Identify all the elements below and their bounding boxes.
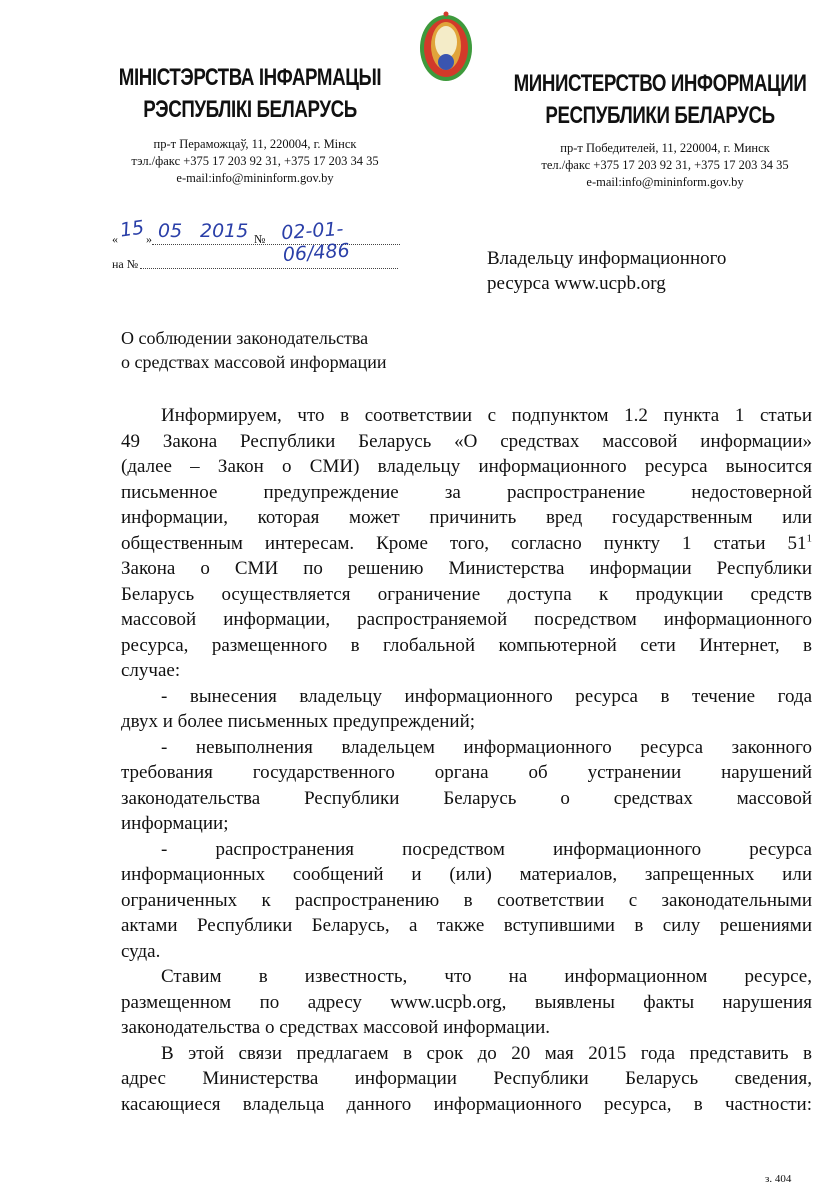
handwritten-number: 02-01-06/486 [280, 217, 351, 267]
body-line [121, 709, 812, 735]
body-line-text: законодательства о средствах массовой информации. [121, 1017, 551, 1038]
body-line [121, 403, 812, 429]
body-line [121, 633, 812, 659]
body-line [121, 531, 812, 557]
body-line [121, 1015, 812, 1041]
body-line [121, 556, 812, 582]
body-line [121, 837, 812, 863]
coat-of-arms-emblem [418, 8, 474, 84]
body-line-text: информации, которая может причинить вред государственным или [121, 507, 812, 528]
ministry-title-ru [504, 68, 816, 132]
body-line [121, 1092, 812, 1118]
body-line [121, 990, 812, 1016]
body-line [121, 658, 812, 684]
body-line [121, 735, 812, 761]
body-line-text: суда. [121, 940, 161, 962]
email: e-mail:info@mininform.gov.by [176, 171, 334, 185]
body-line-text: касающиеся владельца данного информационного ресурса, в частности: [121, 1093, 812, 1115]
body-line-text: 49 Закона Республики Беларусь «О средствах массовой информации» [121, 430, 812, 452]
addressee-line: Владельцу информационного [487, 248, 727, 269]
body-line-text: Ставим в известность, что на информационном ресурсе, [161, 966, 812, 987]
ministry-title-by [102, 62, 398, 126]
body-line-text: - вынесения владельцу информационного ресурса в течение года [161, 685, 812, 707]
subject-line: о средствах массовой информации [121, 352, 387, 372]
address: пр-т Пераможцаў, 11, 220004, г. Мінск [153, 137, 357, 151]
body-line [121, 454, 812, 480]
body-line-text: Закона о СМИ по решению Министерства информации Республики [121, 558, 812, 579]
reply-reference [112, 257, 138, 272]
title-line: МИНИСТЕРСТВО ИНФОРМАЦИИ [513, 70, 807, 97]
body-line [121, 1041, 812, 1067]
body-line [121, 607, 812, 633]
addressee-line: ресурса www.ucpb.org [487, 273, 666, 294]
body-line [121, 811, 812, 837]
body-line-text: Информируем, что в соответствии с подпунктом 1.2 пункта 1 статьи [161, 405, 812, 426]
body-line-text: ограниченных к распространению в соответствии с законодательными [121, 889, 812, 911]
body-line-text: случае: [121, 660, 181, 681]
address: пр-т Победителей, 11, 220004, г. Минск [560, 141, 770, 155]
body-line [121, 862, 812, 888]
body-line-text: общественным интересам. Кроме того, согласно пункту 1 статьи 51 [121, 532, 807, 554]
superscript: 1 [806, 532, 812, 545]
print-code: з. 404 [765, 1173, 792, 1185]
body-line [121, 888, 812, 914]
body-line-text: ресурса, размещенного в глобальной компьютерной сети Интернет, в [121, 634, 812, 656]
title-line: РЭСПУБЛІКІ БЕЛАРУСЬ [143, 96, 357, 123]
body-line [121, 684, 812, 710]
email: e-mail:info@mininform.gov.by [586, 175, 744, 189]
body-line-text: адрес Министерства информации Республики Беларусь сведения, [121, 1068, 812, 1089]
ministry-address-by [110, 136, 400, 187]
body-line [121, 505, 812, 531]
body-line-text: (далее – Закон о СМИ) владельцу информационного ресурса выносится [121, 456, 812, 477]
phone: тэл./факс +375 17 203 92 31, +375 17 203 34 35 [131, 154, 379, 168]
body-line-text: массовой информации, распространяемой посредством информационного [121, 609, 812, 630]
body-line-text: двух и более письменных предупреждений; [121, 711, 476, 732]
number-label: № [254, 232, 266, 246]
document-date-number: « 15 » 05 2015 № 02-01-06/486 [112, 222, 402, 246]
body-line [121, 760, 812, 786]
body-line-text: информационных сообщений и (или) материалов, запрещенных или [121, 864, 812, 885]
body-line-text: информации; [121, 813, 229, 834]
body-line [121, 964, 812, 990]
letter-body [121, 403, 812, 1117]
handwritten-month: 05 [158, 220, 183, 242]
handwritten-day: 15 [118, 216, 146, 242]
body-line [121, 480, 812, 506]
body-line [121, 429, 812, 455]
ministry-address-ru [510, 140, 820, 191]
body-line-text: актами Республики Беларусь, а также вступившими в силу решениями [121, 915, 812, 936]
addressee [487, 246, 726, 296]
body-line-text: требования государственного органа об устранении нарушений [121, 762, 812, 783]
body-line [121, 786, 812, 812]
reply-label: на № [112, 257, 139, 271]
subject [121, 326, 387, 374]
body-line-text: письменное предупреждение за распространение недостоверной [121, 481, 812, 503]
subject-line: О соблюдении законодательства [121, 328, 369, 348]
body-line-text: законодательства Республики Беларусь о средствах массовой [121, 787, 812, 809]
body-line-text: В этой связи предлагаем в срок до 20 мая 2015 года представить в [161, 1042, 812, 1064]
body-line [121, 582, 812, 608]
title-line: МІНІСТЭРСТВА ІНФАРМАЦЫІ [118, 64, 382, 91]
body-line [121, 913, 812, 939]
body-line [121, 939, 812, 965]
body-line-text: Беларусь осуществляется ограничение доступа к продукции средств [121, 583, 812, 605]
reply-number-blank [140, 268, 398, 269]
body-line-text: - невыполнения владельцем информационного ресурса законного [161, 736, 812, 758]
title-line: РЕСПУБЛИКИ БЕЛАРУСЬ [545, 102, 775, 129]
body-line-text: - распространения посредством информационного ресурса [161, 838, 812, 860]
phone: тел./факс +375 17 203 92 31, +375 17 203 34 35 [541, 158, 789, 172]
handwritten-year: 2015 [200, 220, 249, 242]
body-line [121, 1066, 812, 1092]
body-line-text: размещенном по адресу www.ucpb.org, выявлены факты нарушения [121, 991, 812, 1013]
